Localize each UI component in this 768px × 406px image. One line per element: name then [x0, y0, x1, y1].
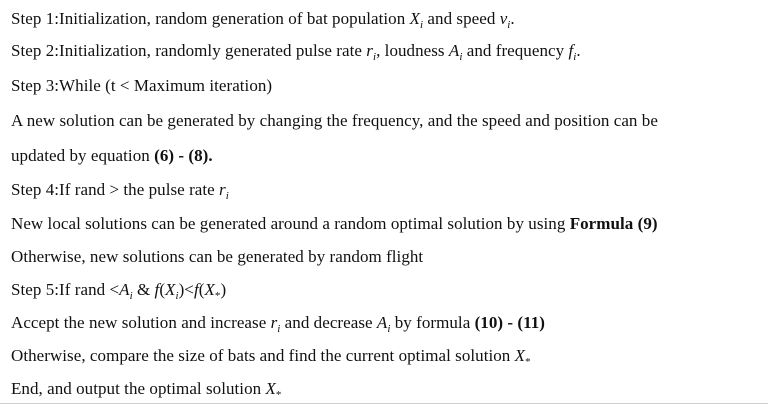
formula-ref: (10) - (11): [474, 313, 546, 332]
sub-i: i: [387, 323, 391, 335]
step-2-line: [11, 41, 581, 67]
accept-line: [11, 313, 545, 339]
end-line: [11, 379, 281, 405]
sub-i: i: [459, 51, 463, 63]
step-4-line: [11, 180, 229, 206]
bottom-divider: [0, 403, 768, 404]
paren-lt: )<: [178, 280, 194, 299]
sub-i: i: [225, 190, 229, 202]
ampersand: &: [132, 280, 155, 299]
period: .: [510, 9, 515, 28]
step-1-mid: and speed: [423, 9, 500, 28]
updated-equation-line: [11, 146, 213, 166]
var-r: r: [366, 41, 373, 60]
compare-text: Otherwise, compare the size of bats and find the current optimal solution: [11, 346, 515, 365]
sub-i: i: [175, 290, 179, 302]
sub-i: i: [372, 51, 377, 63]
var-a: A: [119, 280, 130, 299]
var-f: f: [568, 41, 574, 60]
var-a: A: [376, 313, 388, 332]
sub-i: i: [420, 19, 424, 31]
random-flight-text: Otherwise, new solutions can be generated by random flight: [11, 247, 424, 266]
local-solution-line: [11, 214, 658, 234]
var-a: A: [448, 41, 460, 60]
var-x: X: [204, 280, 215, 299]
sub-star: *: [525, 356, 531, 368]
step-4-text: Step 4:If rand > the pulse rate: [11, 180, 220, 199]
decrease-text: and decrease: [280, 313, 377, 332]
var-r: r: [270, 313, 278, 332]
var-x: X: [265, 379, 276, 398]
paren: ): [220, 280, 227, 299]
step-2-frequency: and frequency: [462, 41, 569, 60]
sub-star: *: [275, 389, 282, 401]
var-v: v: [499, 9, 508, 28]
paren: (: [198, 280, 205, 299]
period: .: [576, 41, 581, 60]
new-solution-line: [11, 111, 658, 131]
var-f: f: [193, 280, 199, 299]
sub-i: i: [129, 290, 133, 302]
updated-text: updated by equation: [11, 146, 155, 165]
new-solution-text: A new solution can be generated by changing the frequency, and the speed and position can be: [11, 111, 658, 130]
equation-ref: (6) - (8).: [154, 146, 213, 165]
by-formula-text: by formula: [390, 313, 475, 332]
var-x: X: [409, 9, 421, 28]
sub-i: i: [573, 51, 577, 63]
sub-i: i: [507, 19, 511, 31]
accept-text: Accept the new solution and increase: [11, 313, 271, 332]
formula-ref: Formula (9): [569, 214, 658, 233]
paren: (: [159, 280, 166, 299]
sub-star: *: [214, 290, 221, 302]
var-x: X: [165, 280, 176, 299]
step-2-text: Step 2:Initialization, randomly generated pulse rate: [11, 41, 367, 60]
var-r: r: [219, 180, 226, 199]
step-2-loudness: , loudness: [376, 41, 449, 60]
random-flight-line: [11, 247, 423, 267]
step-1-text: Step 1:Initialization, random generation of bat population: [11, 9, 410, 28]
step-5-line: [11, 280, 226, 306]
compare-line: [11, 346, 531, 372]
step-3-line: [11, 76, 272, 96]
var-x: X: [514, 346, 526, 365]
step-1-line: [11, 9, 515, 35]
sub-i: i: [277, 323, 281, 335]
local-solution-text: New local solutions can be generated around a random optimal solution by using: [11, 214, 570, 233]
step-5-text: Step 5:If rand <: [11, 280, 120, 299]
step-3-text: Step 3:While (t < Maximum iteration): [11, 76, 273, 95]
end-text: End, and output the optimal solution: [11, 379, 266, 398]
var-f: f: [154, 280, 160, 299]
